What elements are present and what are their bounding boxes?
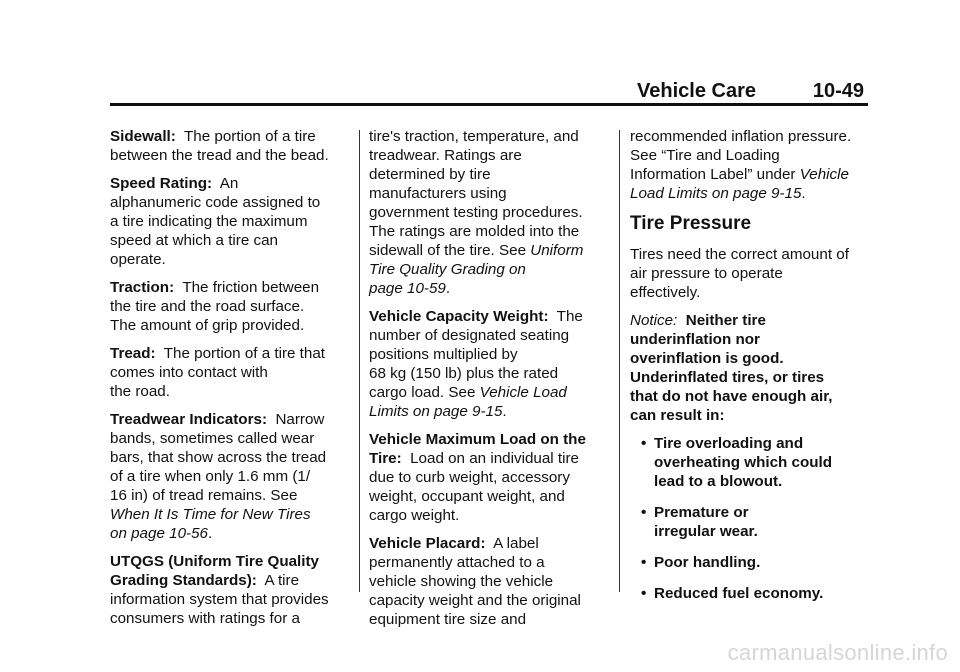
definition-sidewall: Sidewall: The portion of a tire between the tread and the bead. bbox=[110, 128, 329, 164]
intro-paragraph: Tires need the correct amount of air pressure to operate effectively. bbox=[630, 246, 849, 301]
page-header bbox=[110, 80, 868, 104]
term: Vehicle Placard bbox=[369, 535, 481, 552]
definition-vehicle-placard-continued: recommended inflation pressure. See “Tire and Loading Information Label” under Vehicle Load Limits on page 9-15. bbox=[630, 128, 852, 202]
cross-reference-link[interactable]: Vehicle Load bbox=[479, 384, 567, 401]
cross-reference-link[interactable]: Uniform bbox=[530, 242, 584, 259]
list-item: • Tire overloading and overheating which could lead to a blowout. bbox=[641, 435, 833, 490]
column-divider bbox=[359, 130, 360, 592]
term: Vehicle Capacity Weight bbox=[369, 308, 544, 325]
notice-paragraph: Notice: Neither tire underinflation nor overinflation is good. Underinflated tires, or tires that do not have enough air, can result in: bbox=[630, 312, 833, 424]
page-number: 10-49 bbox=[812, 80, 864, 102]
section-heading: Tire Pressure bbox=[630, 213, 752, 234]
definition-vehicle-maximum-load: Vehicle Maximum Load on the Tire: Load on an individual tire due to curb weight, accessory weight, occupant weight, and cargo weight. bbox=[369, 430, 609, 525]
definition-tread: Tread: The portion of a tire that comes into contact with the road. bbox=[110, 345, 326, 400]
term: Speed Rating bbox=[110, 175, 208, 192]
column-divider bbox=[619, 130, 620, 592]
cross-reference-link[interactable]: Load Limits on page 9-15 bbox=[630, 185, 802, 202]
column-3 bbox=[630, 127, 870, 615]
term: Traction bbox=[110, 279, 170, 296]
term: Vehicle Maximum Load on the bbox=[369, 431, 586, 448]
definition-utqgs: UTQGS (Uniform Tire Quality Grading Standards): A tire information system that provides consumers with ratings for a bbox=[110, 552, 355, 628]
term: Sidewall bbox=[110, 128, 171, 145]
cross-reference-link[interactable]: Tire Quality Grading on bbox=[369, 261, 526, 278]
definition-vehicle-placard: Vehicle Placard: A label permanently attached to a vehicle showing the vehicle capacity weight and the original equipment tire size and bbox=[369, 535, 581, 628]
cross-reference-link[interactable]: on page 10-56 bbox=[110, 525, 208, 542]
definition-treadwear-indicators: Treadwear Indicators: Narrow bands, sometimes called wear bars, that show across the tread of a tire when only 1.6 mm (1/ 16 in) of tread remains. See When It Is Time for New Tires on page 10-56. bbox=[110, 410, 355, 543]
list-item: • Reduced fuel economy. bbox=[641, 585, 824, 602]
section-title: Vehicle Care bbox=[637, 80, 756, 102]
definition-speed-rating: Speed Rating: An alphanumeric code assigned to a tire indicating the maximum speed at which a tire can operate. bbox=[110, 175, 321, 268]
list-item: • Poor handling. bbox=[641, 554, 761, 571]
consequence-list bbox=[630, 434, 870, 603]
term: Treadwear Indicators bbox=[110, 411, 262, 428]
definition-traction: Traction: The friction between the tire and the road surface. The amount of grip provided. bbox=[110, 279, 320, 334]
term: Tire bbox=[369, 450, 397, 467]
cross-reference-link[interactable]: Limits on page 9-15 bbox=[369, 403, 503, 420]
definition-utqgs-continued: tire's traction, temperature, and treadwear. Ratings are determined by tire manufacturers using government testing procedures. The ratings are molded into the sidewall of the tire. See Uniform Tire Quality Grading on page 10-59. bbox=[369, 127, 609, 298]
header-rule bbox=[110, 103, 868, 106]
definition-vehicle-capacity-weight: Vehicle Capacity Weight: The number of designated seating positions multiplied by 68 kg (150 lb) plus the rated cargo load. See Vehicle Load Limits on page 9-15. bbox=[369, 308, 583, 420]
notice-label: Notice: bbox=[630, 312, 678, 329]
bullet-icon: • bbox=[641, 504, 647, 521]
bullet-icon: • bbox=[641, 435, 647, 452]
cross-reference-link[interactable]: When It Is Time for New Tires bbox=[110, 506, 311, 523]
cross-reference-link[interactable]: page 10-59 bbox=[369, 280, 446, 297]
cross-reference-link[interactable]: Vehicle bbox=[799, 166, 849, 183]
column-1 bbox=[110, 127, 355, 637]
column-2 bbox=[369, 127, 609, 638]
list-item: • Premature or irregular wear. bbox=[641, 504, 758, 540]
watermark: carmanualsonline.info bbox=[727, 640, 948, 665]
term: UTQGS (Uniform Tire Quality bbox=[110, 553, 319, 570]
bullet-icon: • bbox=[641, 554, 647, 571]
bullet-icon: • bbox=[641, 585, 647, 602]
term: Tread bbox=[110, 345, 151, 362]
term: Grading Standards) bbox=[110, 572, 252, 589]
